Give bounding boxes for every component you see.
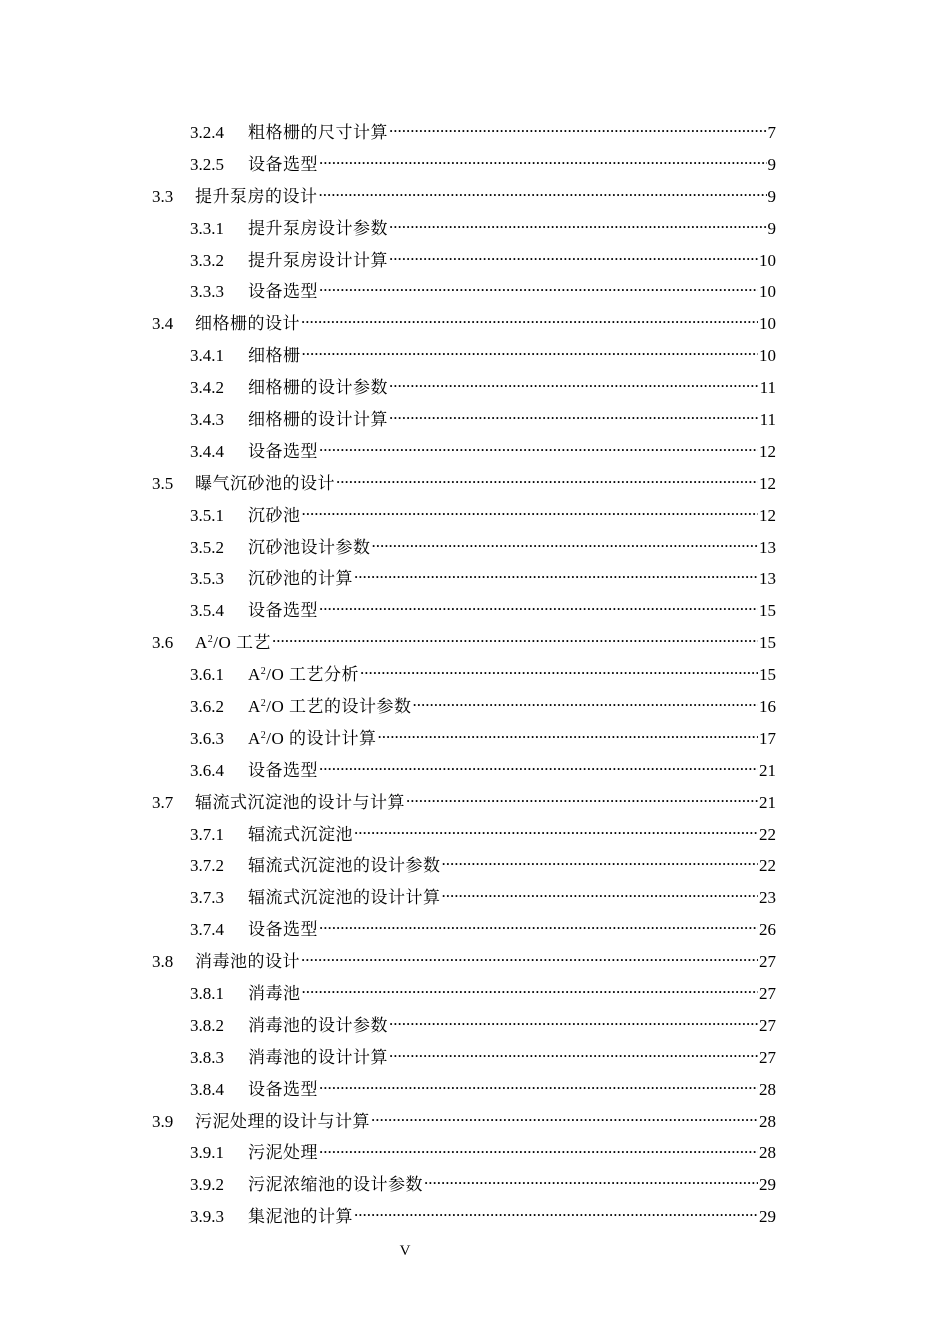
toc-entry-title: 细格栅的设计参数 <box>248 378 388 398</box>
toc-entry[interactable] <box>152 308 776 340</box>
toc-entry-page: 27 <box>759 983 776 1003</box>
toc-dot-leader <box>389 1042 758 1062</box>
toc-dot-leader <box>442 882 759 902</box>
toc-entry-title: 污泥处理 <box>248 1143 318 1163</box>
toc-entry-page: 17 <box>759 728 776 748</box>
toc-entry-title-suffix: /O 的设计计算 <box>266 728 377 748</box>
toc-entry-title-suffix: /O 工艺 <box>213 633 272 653</box>
toc-entry-page: 22 <box>759 856 776 876</box>
toc-entry-page: 12 <box>759 441 776 461</box>
toc-entry-title: 细格栅 <box>248 346 301 366</box>
toc-entry[interactable] <box>190 1010 776 1042</box>
toc-entry-number: 3.8 <box>152 952 174 972</box>
toc-entry-number: 3.4.4 <box>190 441 224 461</box>
toc-entry-page: 21 <box>759 760 776 780</box>
toc-entry-title: 辐流式沉淀池的设计计算 <box>248 888 441 908</box>
toc-entry-title <box>248 665 359 685</box>
toc-dot-leader <box>389 372 759 392</box>
toc-entry-number: 3.4.3 <box>190 409 224 429</box>
toc-dot-leader <box>319 276 758 296</box>
toc-dot-leader <box>302 978 759 998</box>
toc-entry-title <box>248 729 377 749</box>
toc-entry-title: 集泥池的计算 <box>248 1207 353 1227</box>
toc-entry-title-superscript: 2 <box>260 666 267 678</box>
toc-dot-leader <box>389 245 758 265</box>
toc-dot-leader <box>319 436 758 456</box>
toc-entry-title-superscript: 2 <box>260 697 267 709</box>
toc-entry-number: 3.5.3 <box>190 569 224 589</box>
toc-entry[interactable] <box>190 404 776 436</box>
toc-entry-number: 3.3.2 <box>190 250 224 270</box>
toc-entry[interactable] <box>152 627 776 659</box>
toc-entry-page: 27 <box>759 1047 776 1067</box>
toc-entry-title-suffix: /O 工艺分析 <box>266 665 360 685</box>
toc-entry-number: 3.7.1 <box>190 824 224 844</box>
toc-dot-leader <box>406 787 758 807</box>
toc-dot-leader <box>378 723 758 743</box>
toc-dot-leader <box>302 340 759 360</box>
toc-entry-number: 3.6.3 <box>190 728 224 748</box>
toc-entry-page: 28 <box>759 1079 776 1099</box>
toc-entry-title: 设备选型 <box>248 920 318 940</box>
toc-entry-page: 11 <box>759 409 776 429</box>
toc-entry-number: 3.6 <box>152 633 174 653</box>
toc-entry-title: 污泥处理的设计与计算 <box>195 1111 370 1131</box>
toc-dot-leader <box>319 755 758 775</box>
toc-entry-title: 设备选型 <box>248 1079 318 1099</box>
toc-entry-title: 沉砂池设计参数 <box>248 537 371 557</box>
toc-entry[interactable] <box>190 691 776 723</box>
toc-entry-number: 3.4.1 <box>190 346 224 366</box>
toc-entry[interactable] <box>190 245 776 277</box>
toc-entry-number: 3.6.1 <box>190 665 224 685</box>
page-number: V <box>399 1243 411 1259</box>
toc-entry[interactable] <box>190 595 776 627</box>
toc-entry-number: 3.4 <box>152 314 174 334</box>
toc-entry-number: 3.7.4 <box>190 920 224 940</box>
toc-entry-number: 3.9.1 <box>190 1143 224 1163</box>
toc-entry-number: 3.6.2 <box>190 696 224 716</box>
toc-dot-leader <box>360 659 758 679</box>
toc-entry-number: 3.7 <box>152 792 174 812</box>
toc-entry-title: 提升泵房的设计 <box>195 186 318 206</box>
toc-entry-page: 29 <box>759 1207 776 1227</box>
toc-dot-leader <box>301 308 758 328</box>
toc-entry-title: 设备选型 <box>248 441 318 461</box>
toc-dot-leader <box>319 914 758 934</box>
toc-entry-title-prefix: A <box>248 696 261 716</box>
toc-entry[interactable] <box>152 181 776 213</box>
toc-entry[interactable] <box>190 1201 776 1233</box>
toc-dot-leader <box>354 819 758 839</box>
toc-entry[interactable] <box>152 946 776 978</box>
toc-entry-title: 辐流式沉淀池的设计与计算 <box>195 792 405 812</box>
toc-entry[interactable] <box>190 340 776 372</box>
toc-entry-title-superscript: 2 <box>207 634 214 646</box>
toc-entry-page: 10 <box>759 346 776 366</box>
toc-entry-title: 提升泵房设计计算 <box>248 250 388 270</box>
toc-entry-page: 10 <box>759 314 776 334</box>
toc-entry-number: 3.9 <box>152 1111 174 1131</box>
toc-entry-page: 15 <box>759 601 776 621</box>
toc-entry-number: 3.5 <box>152 473 174 493</box>
toc-entry[interactable] <box>190 276 776 308</box>
toc-entry[interactable] <box>152 468 776 500</box>
toc-entry-number: 3.7.3 <box>190 888 224 908</box>
toc-entry-title <box>195 633 271 653</box>
toc-dot-leader <box>389 404 759 424</box>
toc-entry-number: 3.8.4 <box>190 1079 224 1099</box>
toc-entry[interactable] <box>190 755 776 787</box>
toc-entry-title: 辐流式沉淀池的设计参数 <box>248 856 441 876</box>
toc-entry-number: 3.5.2 <box>190 537 224 557</box>
toc-entry-number: 3.9.3 <box>190 1207 224 1227</box>
toc-entry-title-prefix: A <box>248 665 261 685</box>
toc-entry-number: 3.2.5 <box>190 154 224 174</box>
toc-entry-number: 3.3.3 <box>190 282 224 302</box>
toc-entry-page: 29 <box>759 1175 776 1195</box>
toc-entry[interactable] <box>190 436 776 468</box>
toc-dot-leader <box>389 213 767 233</box>
toc-entry-title: 辐流式沉淀池 <box>248 824 353 844</box>
toc-entry-title: 消毒池 <box>248 983 301 1003</box>
toc-entry-title: 消毒池的设计 <box>195 952 300 972</box>
toc-dot-leader <box>319 1074 758 1094</box>
toc-entry-page: 26 <box>759 920 776 940</box>
toc-entry-page: 28 <box>759 1143 776 1163</box>
toc-dot-leader <box>319 1138 758 1158</box>
toc-entry-page: 27 <box>759 1015 776 1035</box>
toc-dot-leader <box>371 1106 758 1126</box>
toc-dot-leader <box>302 500 759 520</box>
toc-entry-title-prefix: A <box>195 633 208 653</box>
toc-entry-title-superscript: 2 <box>260 729 267 741</box>
toc-dot-leader <box>389 1010 758 1030</box>
toc-entry[interactable] <box>190 372 776 404</box>
toc-entry-page: 9 <box>767 218 776 238</box>
toc-entry-page: 9 <box>767 186 776 206</box>
toc-entry[interactable] <box>190 978 776 1010</box>
toc-entry[interactable] <box>190 819 776 851</box>
toc-entry[interactable] <box>190 850 776 882</box>
toc-entry-title-prefix: A <box>248 728 261 748</box>
toc-entry-number: 3.3.1 <box>190 218 224 238</box>
toc-dot-leader <box>336 468 758 488</box>
toc-entry-page: 9 <box>767 154 776 174</box>
toc-dot-leader <box>424 1169 758 1189</box>
toc-entry[interactable] <box>190 117 776 149</box>
toc-entry[interactable] <box>190 1042 776 1074</box>
toc-entry-page: 7 <box>767 122 776 142</box>
toc-entry-number: 3.8.1 <box>190 983 224 1003</box>
toc-entry[interactable] <box>190 1169 776 1201</box>
toc-dot-leader <box>319 149 767 169</box>
toc-entry[interactable] <box>152 1106 776 1138</box>
toc-dot-leader <box>372 532 759 552</box>
toc-entry[interactable] <box>190 723 776 755</box>
toc-entry-title: 设备选型 <box>248 154 318 174</box>
toc-entry-page: 12 <box>759 473 776 493</box>
toc-entry-page: 11 <box>759 378 776 398</box>
toc-entry-title: 沉砂池的计算 <box>248 569 353 589</box>
toc-entry-title: 消毒池的设计参数 <box>248 1015 388 1035</box>
toc-entry[interactable] <box>190 563 776 595</box>
toc-entry-page: 13 <box>759 569 776 589</box>
toc-entry[interactable] <box>190 213 776 245</box>
toc-entry-number: 3.8.2 <box>190 1015 224 1035</box>
toc-entry-number: 3.9.2 <box>190 1175 224 1195</box>
toc-dot-leader <box>354 1201 758 1221</box>
toc-entry-title: 沉砂池 <box>248 505 301 525</box>
toc-entry-page: 10 <box>759 250 776 270</box>
toc-entry-title: 消毒池的设计计算 <box>248 1047 388 1067</box>
toc-entry-title <box>248 697 412 717</box>
toc-entry[interactable] <box>190 659 776 691</box>
toc-entry[interactable] <box>190 1138 776 1170</box>
toc-entry-page: 23 <box>759 888 776 908</box>
toc-entry-page: 21 <box>759 792 776 812</box>
toc-entry-title-suffix: /O 工艺的设计参数 <box>266 696 412 716</box>
toc-entry-page: 13 <box>759 537 776 557</box>
toc-entry-page: 28 <box>759 1111 776 1131</box>
toc-entry-title: 提升泵房设计参数 <box>248 218 388 238</box>
toc-entry-number: 3.7.2 <box>190 856 224 876</box>
toc-entry-title: 细格栅的设计 <box>195 314 300 334</box>
toc-entry[interactable] <box>190 500 776 532</box>
toc-entry-number: 3.4.2 <box>190 378 224 398</box>
toc-entry-page: 15 <box>759 665 776 685</box>
toc-entry-number: 3.3 <box>152 186 174 206</box>
toc-entry-page: 16 <box>759 696 776 716</box>
toc-entry-title: 细格栅的设计计算 <box>248 409 388 429</box>
toc-entry-title: 粗格栅的尺寸计算 <box>248 122 388 142</box>
toc-entry-page: 22 <box>759 824 776 844</box>
toc-entry-title: 污泥浓缩池的设计参数 <box>248 1175 423 1195</box>
toc-dot-leader <box>301 946 758 966</box>
toc-entry[interactable] <box>190 532 776 564</box>
toc-dot-leader <box>354 563 758 583</box>
toc-dot-leader <box>272 627 758 647</box>
toc-dot-leader <box>319 181 767 201</box>
toc-dot-leader <box>413 691 758 711</box>
toc-entry-page: 15 <box>759 633 776 653</box>
toc-entry-number: 3.6.4 <box>190 760 224 780</box>
toc-entry-title: 设备选型 <box>248 760 318 780</box>
toc-entry[interactable] <box>152 787 776 819</box>
toc-entry[interactable] <box>190 1074 776 1106</box>
toc-entry-page: 10 <box>759 282 776 302</box>
toc-entry-page: 12 <box>759 505 776 525</box>
toc-dot-leader <box>319 595 758 615</box>
toc-dot-leader <box>389 117 767 137</box>
toc-entry[interactable] <box>190 914 776 946</box>
toc-entry-title: 设备选型 <box>248 601 318 621</box>
toc-entry-title: 曝气沉砂池的设计 <box>195 473 335 493</box>
toc-entry-title: 设备选型 <box>248 282 318 302</box>
table-of-contents <box>0 117 950 1233</box>
toc-dot-leader <box>442 850 759 870</box>
toc-entry-number: 3.8.3 <box>190 1047 224 1067</box>
toc-entry[interactable] <box>190 149 776 181</box>
toc-entry-number: 3.5.1 <box>190 505 224 525</box>
toc-entry-number: 3.5.4 <box>190 601 224 621</box>
toc-entry[interactable] <box>190 882 776 914</box>
toc-entry-number: 3.2.4 <box>190 122 224 142</box>
toc-entry-page: 27 <box>759 952 776 972</box>
